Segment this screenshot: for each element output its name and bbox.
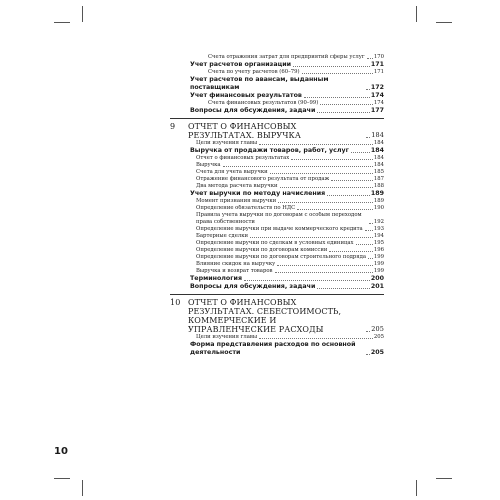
- crop-mark: [54, 478, 70, 479]
- entry-page-number: 171: [373, 69, 384, 75]
- entry-title: Счета для учета выручки: [196, 169, 268, 175]
- toc-entry-sub[interactable]: [170, 162, 384, 169]
- entry-title: Два метода расчета выручки: [196, 183, 278, 189]
- dot-leader: [293, 66, 370, 67]
- entry-page-number: 185: [373, 169, 384, 175]
- entry-page-number: 205: [370, 349, 384, 356]
- toc-entry-sub[interactable]: [170, 268, 384, 275]
- toc-entry-sub[interactable]: [170, 226, 384, 233]
- toc-entry-main[interactable]: [170, 190, 384, 198]
- entry-page-number: 200: [370, 275, 384, 282]
- dot-leader: [366, 354, 370, 355]
- dot-leader: [223, 166, 373, 167]
- toc-entry-sub[interactable]: [170, 261, 384, 268]
- entry-title: Выручка от продажи товаров, работ, услуг: [190, 147, 349, 154]
- dot-leader: [317, 112, 369, 113]
- entry-page-number: 205: [373, 334, 384, 340]
- toc-entry-main[interactable]: [170, 275, 384, 283]
- entry-title: Правила учета выручки по договорам с особым переходом права собственности: [196, 212, 362, 225]
- toc-entry-main[interactable]: [170, 147, 384, 155]
- entry-page-number: 193: [373, 226, 384, 232]
- dot-leader: [259, 144, 373, 145]
- entry-page-number: 201: [370, 283, 384, 290]
- entry-page-number: 187: [373, 176, 384, 182]
- toc-entry-sub[interactable]: [170, 155, 384, 162]
- entry-title: Бартерные сделки: [196, 233, 249, 239]
- section-divider: [170, 118, 384, 119]
- dot-leader: [297, 209, 373, 210]
- entry-title: Учет выручки по методу начисления: [190, 190, 326, 197]
- crop-mark: [416, 480, 417, 496]
- chapter-title: ОТЧЕТ О ФИНАНСОВЫХ РЕЗУЛЬТАТАХ. ВЫРУЧКА: [188, 122, 301, 140]
- toc-entry-sub[interactable]: [170, 212, 384, 226]
- dot-leader: [278, 202, 373, 203]
- dot-leader: [250, 237, 373, 238]
- dot-leader: [366, 89, 370, 90]
- toc-entry-main[interactable]: [170, 61, 384, 69]
- dot-leader: [369, 223, 373, 224]
- chapter-title: ОТЧЕТ О ФИНАНСОВЫХ РЕЗУЛЬТАТАХ. СЕБЕСТОИМОСТЬ, КОММЕРЧЕСКИЕ И УПРАВЛЕНЧЕСКИЕ РАСХОДЫ: [188, 298, 342, 334]
- entry-title: Момент признания выручки: [196, 198, 277, 204]
- table-of-contents: [170, 54, 384, 357]
- entry-title: Определение выручки по договорам строительного подряда: [196, 254, 367, 260]
- entry-page-number: 184: [370, 147, 384, 154]
- entry-title: Выручка и возврат товаров: [196, 268, 273, 274]
- entry-page-number: 177: [370, 107, 384, 114]
- section-divider: [170, 294, 384, 295]
- entry-title: Терминология: [190, 275, 242, 282]
- entry-title: Счета финансовых результатов (90–99): [208, 100, 319, 106]
- entry-title: Цели изучения главы: [196, 140, 258, 146]
- dot-leader: [329, 251, 372, 252]
- entry-title: Цели изучения главы: [196, 334, 258, 340]
- toc-entry-main[interactable]: [170, 283, 384, 291]
- entry-title: Счета по учету расчетов (60–79): [208, 69, 300, 75]
- toc-entry-sub[interactable]: [170, 183, 384, 190]
- toc-entry-sub[interactable]: [170, 233, 384, 240]
- entry-page-number: 170: [373, 54, 384, 60]
- dot-leader: [317, 288, 369, 289]
- entry-title: Форма представления расходов по основной деятельности: [190, 341, 356, 356]
- toc-entry-sub[interactable]: [170, 100, 384, 107]
- entry-page-number: 199: [373, 261, 384, 267]
- dot-leader: [304, 97, 370, 98]
- dot-leader: [356, 244, 373, 245]
- entry-page-number: 190: [373, 205, 384, 211]
- entry-page-number: 172: [370, 84, 384, 91]
- entry-title: Учет финансовых результатов: [190, 92, 302, 99]
- entry-title: Определение выручки по договорам комиссии: [196, 247, 328, 253]
- dot-leader: [368, 258, 373, 259]
- entry-page-number: 184: [373, 140, 384, 146]
- dot-leader: [366, 331, 370, 332]
- dot-leader: [277, 265, 373, 266]
- entry-page-number: 189: [373, 198, 384, 204]
- crop-mark: [436, 478, 452, 479]
- entry-title: Учет расчетов по авансам, выданным поставщикам: [190, 76, 329, 91]
- entry-title: Отчет о финансовых результатах: [196, 155, 290, 161]
- entry-title: Определение выручки по сделкам в условных единицах: [196, 240, 354, 246]
- dot-leader: [366, 137, 370, 138]
- toc-entry-sub[interactable]: [170, 240, 384, 247]
- dot-leader: [270, 173, 373, 174]
- dot-leader: [259, 338, 373, 339]
- dot-leader: [302, 73, 373, 74]
- chapter-9-entries: [170, 140, 384, 291]
- toc-entry-sub[interactable]: [170, 169, 384, 176]
- chapter-number: 10: [170, 298, 181, 307]
- toc-entry-sub[interactable]: [170, 69, 384, 76]
- dot-leader: [244, 280, 370, 281]
- entry-page-number: 199: [373, 254, 384, 260]
- entry-page-number: 194: [373, 233, 384, 239]
- toc-section-continued: [170, 54, 384, 115]
- toc-entry-sub[interactable]: [170, 140, 384, 147]
- chapter-number: 9: [170, 122, 176, 131]
- dot-leader: [320, 104, 373, 105]
- entry-page-number: 189: [370, 190, 384, 197]
- dot-leader: [291, 159, 373, 160]
- dot-leader: [367, 58, 373, 59]
- entry-title: Вопросы для обсуждения, задачи: [190, 283, 316, 290]
- entry-page-number: 184: [373, 162, 384, 168]
- toc-entry-sub[interactable]: [170, 334, 384, 341]
- dot-leader: [275, 272, 373, 273]
- toc-entry-sub[interactable]: [170, 54, 384, 61]
- crop-mark: [82, 480, 83, 496]
- entry-title: Счета отражения затрат для предприятий сферы услуг: [208, 54, 365, 60]
- toc-entry-main[interactable]: [170, 76, 384, 92]
- crop-mark: [82, 6, 83, 22]
- crop-mark: [436, 22, 452, 23]
- entry-title: Отражение финансового результата от продаж: [196, 176, 330, 182]
- entry-page-number: 199: [373, 268, 384, 274]
- entry-page-number: 188: [373, 183, 384, 189]
- entry-page-number: 196: [373, 247, 384, 253]
- page-number: 10: [54, 446, 68, 457]
- entry-page-number: 174: [370, 92, 384, 99]
- chapter-page-number: 184: [371, 131, 384, 139]
- entry-page-number: 184: [373, 155, 384, 161]
- entry-page-number: 192: [373, 219, 384, 225]
- chapter-10-entries: [170, 334, 384, 357]
- toc-entry-main[interactable]: [170, 107, 384, 115]
- toc-entry-sub[interactable]: [170, 254, 384, 261]
- chapter-9-heading[interactable]: [170, 122, 384, 140]
- dot-leader: [280, 187, 373, 188]
- chapter-10-heading[interactable]: [170, 298, 384, 334]
- toc-entry-sub[interactable]: [170, 247, 384, 254]
- crop-mark: [54, 22, 70, 23]
- entry-page-number: 171: [370, 61, 384, 68]
- dot-leader: [365, 230, 373, 231]
- entry-title: Вопросы для обсуждения, задачи: [190, 107, 316, 114]
- toc-entry-sub[interactable]: [170, 176, 384, 183]
- toc-entry-main[interactable]: [170, 341, 384, 357]
- dot-leader: [351, 152, 370, 153]
- entry-title: Выручка: [196, 162, 221, 168]
- dot-leader: [331, 180, 372, 181]
- entry-title: Учет расчетов организации: [190, 61, 292, 68]
- toc-entry-sub[interactable]: [170, 205, 384, 212]
- crop-mark: [416, 6, 417, 22]
- entry-page-number: 195: [373, 240, 384, 246]
- toc-entry-main[interactable]: [170, 92, 384, 100]
- entry-title: Влияние скидок на выручку: [196, 261, 276, 267]
- entry-title: Определение обязательств по НДС: [196, 205, 296, 211]
- chapter-page-number: 205: [371, 325, 384, 333]
- dot-leader: [327, 195, 370, 196]
- toc-entry-sub[interactable]: [170, 198, 384, 205]
- entry-title: Определение выручки при выдаче коммерческого кредита: [196, 226, 363, 232]
- entry-page-number: 174: [373, 100, 384, 106]
